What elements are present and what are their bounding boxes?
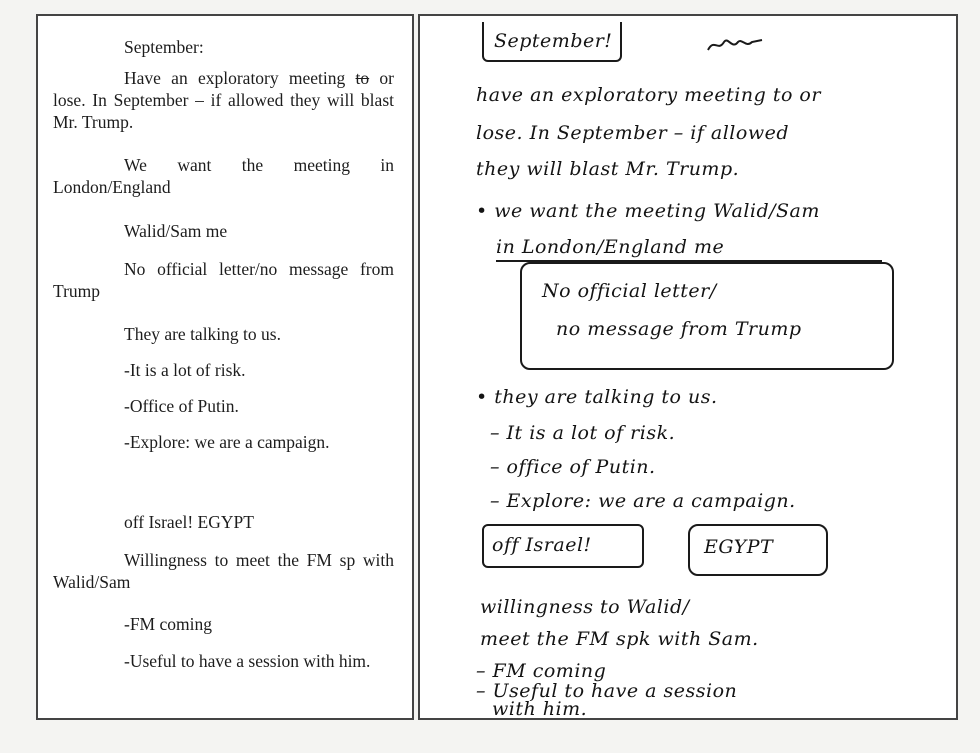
typed-heading-september: September: bbox=[124, 37, 204, 57]
handwritten-off-israel: off Israel! bbox=[492, 534, 592, 556]
handwritten-line-9: – Explore: we are a campaign. bbox=[490, 490, 796, 512]
typed-paragraph-willingness: Willingness to meet the FM sp with Walid/Sam bbox=[53, 550, 394, 592]
typed-paragraph-fm-coming: -FM coming bbox=[124, 614, 212, 634]
handwritten-line-5: in London/England me bbox=[496, 236, 725, 258]
typed-paragraph-exploratory bbox=[53, 67, 394, 133]
typed-paragraph-useful: -Useful to have a session with him. bbox=[124, 651, 371, 671]
typed-paragraph-risk: -It is a lot of risk. bbox=[124, 360, 246, 380]
handwritten-box-line-2: no message from Trump bbox=[556, 318, 802, 340]
handwritten-line-6: • they are talking to us. bbox=[476, 386, 718, 408]
handwritten-september: September! bbox=[494, 30, 613, 52]
typed-text: or lose. In September – if allowed they will blast Mr. Trump. bbox=[53, 68, 394, 132]
typed-paragraph-israel-egypt: off Israel! EGYPT bbox=[124, 512, 254, 532]
handwritten-line-1: have an exploratory meeting to or bbox=[476, 84, 821, 106]
typed-paragraph-explore: -Explore: we are a campaign. bbox=[124, 432, 330, 452]
handwritten-line-8: – office of Putin. bbox=[490, 456, 656, 478]
typed-transcript-page bbox=[36, 14, 414, 720]
typed-paragraph-talking: They are talking to us. bbox=[124, 324, 281, 344]
handwritten-egypt: EGYPT bbox=[704, 536, 774, 558]
typed-paragraph-london: We want the meeting in London/England bbox=[53, 155, 394, 197]
handwritten-line-10: willingness to Walid/ bbox=[480, 596, 690, 618]
handwritten-line-12: – FM coming bbox=[476, 660, 607, 682]
handwritten-line-7: – It is a lot of risk. bbox=[490, 422, 676, 444]
handwritten-line-14: with him. bbox=[492, 698, 588, 720]
no-letter-box bbox=[520, 262, 894, 370]
handwritten-line-13: – Useful to have a session bbox=[476, 680, 738, 702]
typed-paragraph-putin: -Office of Putin. bbox=[124, 396, 239, 416]
scribble-mark bbox=[706, 36, 766, 56]
typed-text: Have an exploratory meeting bbox=[124, 68, 356, 88]
handwritten-line-3: they will blast Mr. Trump. bbox=[476, 158, 740, 180]
handwritten-line-11: meet the FM spk with Sam. bbox=[480, 628, 759, 650]
handwritten-box-line-1: No official letter/ bbox=[542, 280, 717, 302]
handwritten-line-2: lose. In September – if allowed bbox=[476, 122, 789, 144]
handwritten-line-4: • we want the meeting Walid/Sam bbox=[476, 200, 820, 222]
typed-paragraph-walid: Walid/Sam me bbox=[124, 221, 228, 241]
struck-text: to bbox=[355, 68, 370, 88]
handwritten-notes-page bbox=[418, 14, 958, 720]
typed-paragraph-no-letter: No official letter/no message from Trump bbox=[53, 259, 394, 301]
